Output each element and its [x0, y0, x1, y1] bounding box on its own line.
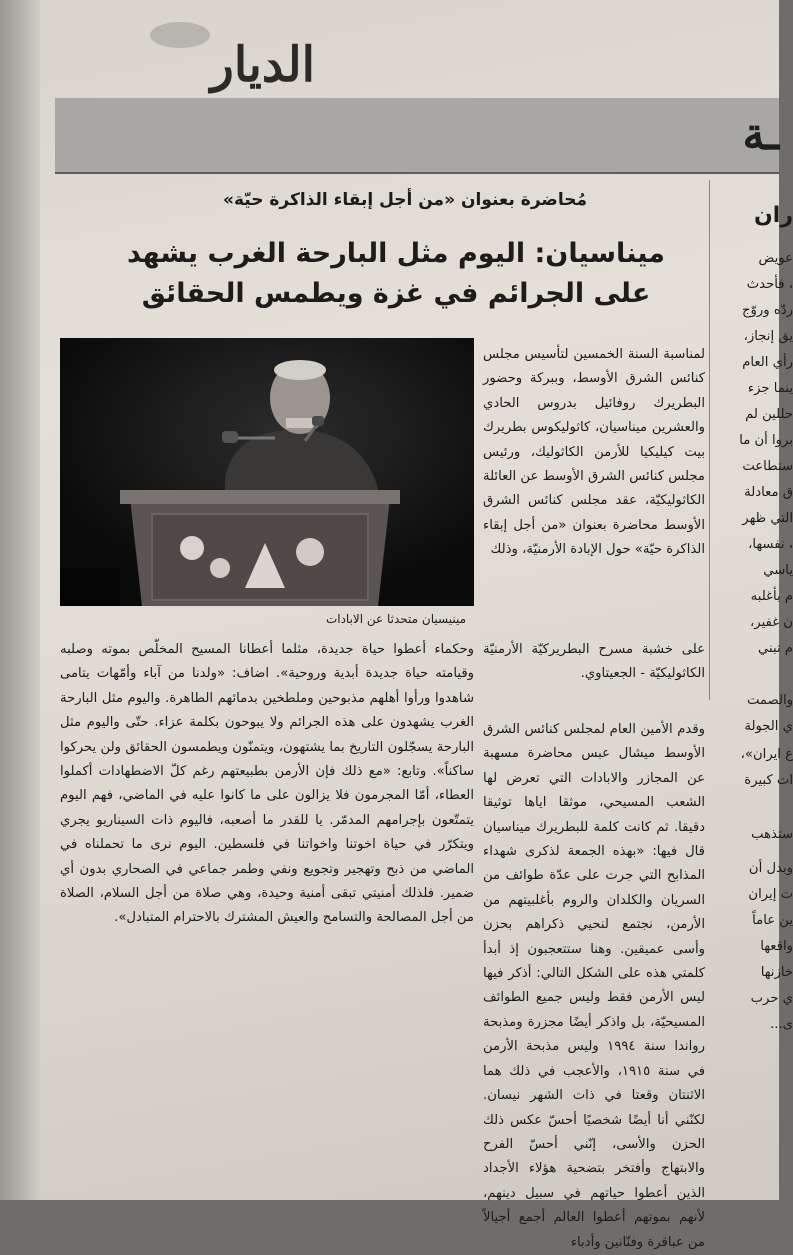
right-line: ع ايران»، — [740, 747, 793, 762]
right-column-sub-text — [713, 856, 793, 1056]
section-label: ـة — [742, 109, 779, 160]
right-line: يق إنجاز، — [743, 329, 793, 344]
article-paragraph: على خشبة مسرح البطريركيّة الأرمنيّة الكاثوليكيّة - الجعيتاوي. — [483, 642, 705, 682]
right-line: ، فأحدث — [746, 277, 793, 292]
right-line: واقعها — [760, 939, 793, 954]
masthead-title: الديار — [210, 37, 315, 93]
headline-line-2: على الجرائم في غزة ويطمس الحقائق — [141, 278, 651, 309]
right-line: م بأغلبه — [750, 589, 793, 604]
right-line: بروا أن ما — [739, 433, 793, 448]
photo-caption: مينيسيان متحدثا عن الابادات — [325, 612, 466, 626]
right-line: ى... — [770, 1017, 793, 1032]
right-line: ق معادلة — [744, 485, 793, 500]
article-paragraph: وحكماء أعطوا حياة جديدة، مثلما أعطانا المسيح المخلّص بموته وصلبه وقيامته حياة جديدة أبدية وروحية». اضاف: «ولدنا من آباء وأمّهات يتامى شاهدوا ورأوا أهلهم مذبوحين وملطخين بدمائهم الطاهرة. واليوم مثل البارحة الغرب يشهدون على هذه الجرائم ولا يبوحون بكلمة عزاء. حتّى واليوم مثل البارحة يسجّلون التاريخ بما يشتهون، ويتمنّون ويطمسون الحقائق ولن يحركوا ساكناً». وتابع: «مع ذلك فإن الأرمن بطبيعتهم رغم كلّ الاضطهادات أكملوا العطاء، أمّا المجرمون فلا يزالون على ما كانوا عليه في الماضي، فهم اليوم يتمتّعون بإجرامهم المدمّر. يا للقدر ما أصعبه، فاليوم ذات السيناريو يجري ويتكرّر في حياة اخوتنا واخواتنا في فلسطين. اليوم نرى ما تحملناه في الماضي من ذبح وتهجير وتجويع ونفي وطمر جماعي في الصحاري بدون أي ضمير. فلذلك أمنيتي تبقى أمنية وحيدة، وهي صلاة من أجل السلام، الصلاة من أجل المصالحة والتسامح والعيش المشترك بالاحترام المتبادل». — [60, 642, 474, 926]
article-photo — [60, 338, 474, 606]
article-paragraph: وقدم الأمين العام لمجلس كنائس الشرق الأوسط ميشال عبس محاضرة مسهبة عن المجازر والابادات التي تعرض لها الشعب المسيحي، موثقا اياها توثيقا دقيقا. ثم كانت كلمة للبطريرك ميناسيان قال فيها: «بهذه الجمعة لذكرى شهداء المذابح التي جرت على عدّة طوائف من السريان والكلدان والروم بأغلبيتهم من الأرمن، نجتمع لنحيي ذكراهم بحزن وأسى عميقين. وهنا ستتعجبون إذ أبدأ كلمتي هذه على الشكل التالي: أذكر فيها ليس الأرمن فقط وليس جميع الطوائف المسيحيّة، بل واذكر أيضًا مجزرة ومذبحة رواندا سنة ١٩٩٤ وليس مذبحة الأرمن في سنة ١٩١٥، والأعجب في ذلك هما الاثنتان وقعتا في ذات الشهر نيسان. لكنّني أنا أيضًا شخصيًا أحسّ عكس ذلك الحزن والأسى، إنّني أحسّ الفرح والابتهاج وأفتخر بتضحية هؤلاء الأجداد الذين أعطوا حياتهم في سبيل دينهم، لأنهم بموتهم أعطوا العالم أجمع أجيالاً من عباقرة وفنّانين وأدباء — [483, 722, 706, 1250]
right-column-subhead: ستذهب — [751, 827, 793, 842]
right-column-headline: ران — [754, 203, 793, 228]
column-divider — [709, 180, 710, 700]
article-kicker: مُحاضرة بعنوان «من أجل إبقاء الذاكرة حيّة» — [222, 190, 588, 210]
speaker-at-podium-image — [60, 338, 474, 606]
right-line: م تبني — [758, 641, 793, 656]
right-line: ينما جزء — [747, 381, 793, 396]
right-line: ، نفسها، — [748, 537, 793, 552]
right-line: خازنها — [760, 965, 793, 980]
article-paragraph: لمناسبة السنة الخمسين لتأسيس مجلس كنائس الشرق الأوسط، وببركة وحضور البطريرك روفائيل بدروس الحادي والعشرين ميناسيان، كاثوليكوس بطريرك بيت كيليكيا للأرمن الكاثوليك، ورئيس مجلس كنائس الشرق الأوسط عن العائلة الكاثوليكيّة، عقد مجلس كنائس الشرق الأوسط محاضرة بعنوان «من أجل إبقاء الذاكرة حيّة» حول الإبادة الأرمنيّة، وذلك — [483, 347, 705, 558]
article-column-2 — [483, 718, 706, 1250]
article-column-1 — [483, 343, 705, 633]
right-line: ن غفير، — [750, 615, 793, 630]
right-line: ي الجولة — [744, 719, 793, 734]
right-line: وبدل أن — [748, 861, 793, 876]
right-column-text-lower — [713, 742, 793, 802]
article-column-3 — [60, 638, 474, 1198]
right-line: التي ظهر — [742, 511, 793, 526]
right-line: حللين لم — [745, 407, 793, 422]
right-line: ين عاماً — [752, 913, 793, 928]
right-line: ي حرب — [750, 991, 793, 1006]
right-line: والصمت — [746, 693, 793, 708]
right-line: عويض — [758, 251, 793, 266]
right-line: ردّه وروّج — [742, 303, 793, 318]
right-line — [713, 662, 793, 688]
right-line: ستطاعت — [742, 459, 793, 474]
article-column-1-continued — [483, 638, 705, 718]
right-line: ات كبيرة — [744, 773, 793, 788]
right-line: ت إيران — [748, 887, 793, 902]
headline-line-1: ميناسيان: اليوم مثل البارحة الغرب يشهد — [127, 238, 665, 269]
right-column-text — [713, 246, 793, 766]
article-headline — [90, 234, 702, 314]
right-line: ياسي — [763, 563, 793, 578]
right-line: رأي العام — [742, 355, 793, 370]
page-gutter — [0, 0, 40, 1200]
